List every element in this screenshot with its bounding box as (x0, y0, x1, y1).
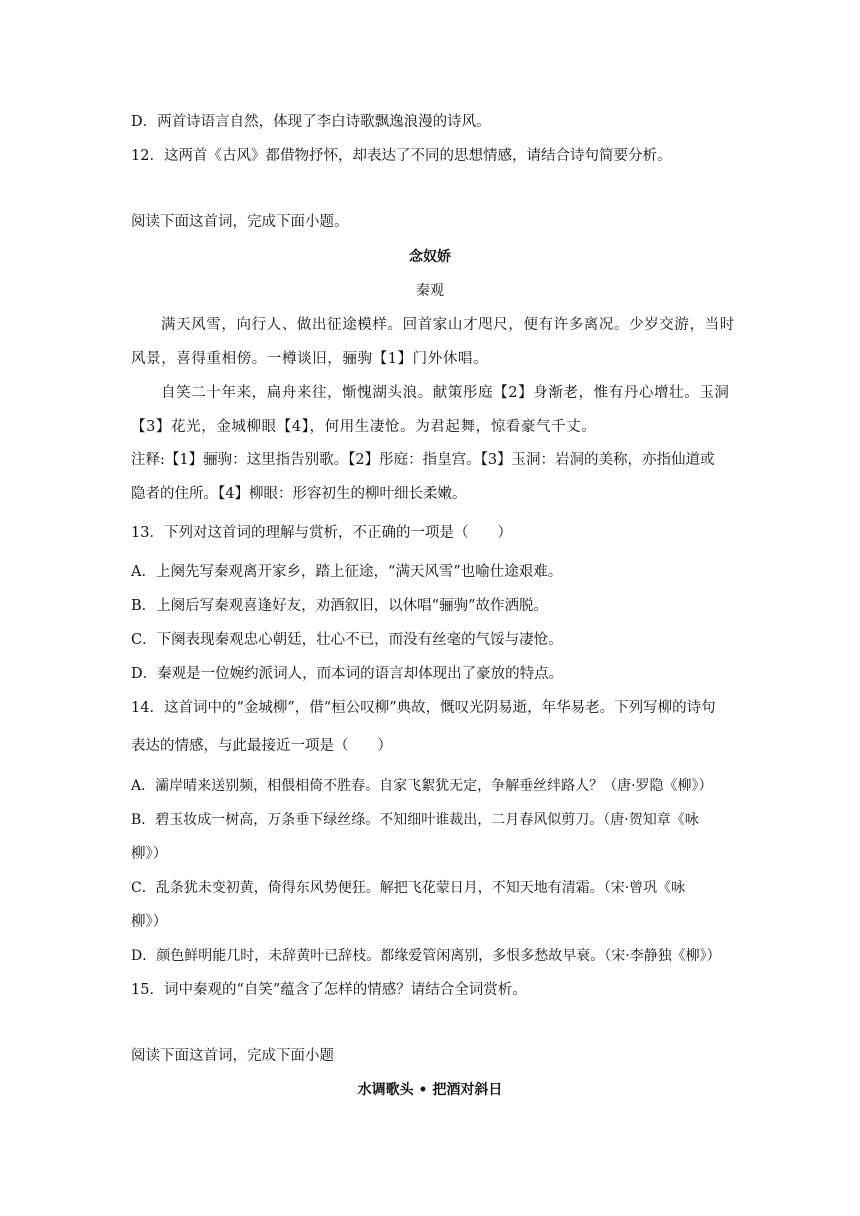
option-a-q13: A．上阕先写秦观离开家乡，踏上征途，“满天风雪”也喻仕途艰难。 (131, 564, 563, 580)
question-12: 12．这两首《古风》都借物抒怀，却表达了不同的思想情感，请结合诗句简要分析。 (131, 148, 672, 164)
annotation: 注释:【1】骊驹：这里指告别歌。【2】彤庭：指皇宫。【3】玉洞：岩洞的美称，亦指仙道或 (131, 452, 715, 468)
poem-line: 风景，喜得重相傍。一樽谈旧，骊驹【1】门外休唱。 (131, 351, 489, 367)
annotation: 隐者的住所。【4】柳眼：形容初生的柳叶细长柔嫩。 (131, 486, 467, 502)
reading-instruction: 阅读下面这首词，完成下面小题。 (131, 214, 349, 230)
question-14: 14．这首词中的“金城柳”，借“桓公叹柳”典故，慨叹光阴易逝，年华易老。下列写柳的诗句 (131, 700, 716, 716)
question-14-cont: 表达的情感，与此最接近一项是（ ） (131, 738, 392, 754)
reading-instruction-2: 阅读下面这首词，完成下面小题 (131, 1048, 334, 1064)
poem-title-2: 水调歌头 • 把酒对斜日 (357, 1082, 503, 1098)
option-c-q13: C．下阕表现秦观忠心朝廷，壮心不已，而没有丝毫的气馁与凄怆。 (131, 632, 563, 648)
option-b-q14-cont: 柳》） (131, 846, 168, 862)
poem-line: 【3】花光，金城柳眼【4】，何用生凄怆。为君起舞，惊看豪气千丈。 (131, 419, 597, 435)
option-b-q14: B．碧玉妆成一树高，万条垂下绿丝绦。不知细叶谁裁出，二月春风似剪刀。（唐·贺知章《咏 (131, 812, 699, 828)
option-c-q14: C．乱条犹未变初黄，倚得东风势便狂。解把飞花蒙日月，不知天地有清霜。（宋·曾巩《咏 (131, 880, 686, 896)
option-a-q14: A．灞岸晴来送别频，相偎相倚不胜春。自家飞絮犹无定，争解垂丝绊路人？（唐·罗隐《柳》） (131, 778, 713, 794)
option-d-q13: D．秦观是一位婉约派词人，而本词的语言却体现出了豪放的特点。 (131, 666, 564, 682)
question-13: 13．下列对这首词的理解与赏析，不正确的一项是（ ） (131, 525, 512, 541)
question-15: 15．词中秦观的“自笑”蕴含了怎样的情感？请结合全词赏析。 (131, 982, 527, 998)
poem-author: 秦观 (416, 283, 444, 299)
option-b-q13: B．上阕后写秦观喜逢好友，劝酒叙旧，以休唱“骊驹”故作洒脱。 (131, 598, 548, 614)
poem-title: 念奴娇 (409, 249, 451, 265)
option-d-q11: D．两首诗语言自然，体现了李白诗歌飘逸浪漫的诗风。 (131, 114, 491, 130)
poem-line: 满天风雪，向行人、做出征途模样。回首家山才咫尺，便有许多离况。少岁交游，当时 (161, 317, 735, 333)
option-c-q14-cont: 柳》） (131, 914, 168, 930)
option-d-q14: D．颜色鲜明能几时，未辞黄叶已辞枝。都缘爱管闲离别，多恨多愁故早衰。（宋·李静独《柳》） (131, 948, 721, 964)
poem-line: 自笑二十年来，扁舟来往，惭愧湖头浪。献策彤庭【2】身渐老，惟有丹心增壮。玉洞 (161, 385, 730, 401)
